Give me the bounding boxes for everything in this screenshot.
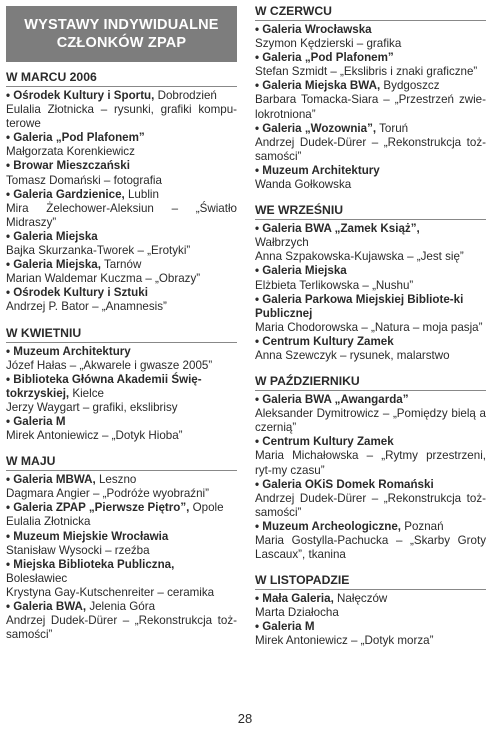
exhibition-description: Józef Hałas – „Akwarele i gwasze 2005”	[6, 358, 213, 372]
venue-line	[6, 286, 237, 300]
exhibition-entry	[255, 164, 486, 192]
bullet-icon: •	[6, 344, 14, 358]
exhibition-entry	[6, 286, 237, 314]
bullet-icon: •	[255, 23, 263, 36]
venue-name: Biblioteka Główna Akademii Świę-tokrzyskiej,	[6, 372, 202, 400]
exhibition-description: Jerzy Waygart – grafiki, ekslibrisy	[6, 400, 178, 414]
exhibition-entry	[255, 51, 486, 79]
bullet-icon: •	[255, 121, 263, 135]
exhibition-entry	[6, 473, 237, 501]
bullet-icon: •	[255, 393, 263, 407]
exhibition-entry	[6, 415, 237, 443]
venue-name: Galeria „Wozownia”,	[262, 121, 377, 135]
exhibition-entry	[255, 222, 486, 264]
venue-line	[6, 530, 237, 544]
exhibition-entry	[255, 335, 486, 363]
venue-name: Galeria Gardzienice,	[13, 187, 125, 201]
exhibition-entry	[255, 520, 486, 562]
bullet-icon: •	[255, 163, 263, 177]
venue-line	[255, 23, 486, 37]
exhibition-description: Eulalia Złotnicka	[6, 515, 91, 529]
exhibition-entry	[255, 478, 486, 520]
month-heading: W PAŹDZIERNIKU	[255, 374, 486, 391]
venue-name: Mała Galeria,	[262, 592, 334, 606]
exhibition-description: Małgorzata Korenkiewicz	[6, 145, 135, 159]
venue-location: Nałęczów	[333, 592, 388, 606]
exhibition-description: Mirek Antoniewicz – „Dotyk morza”	[255, 634, 434, 648]
venue-line	[255, 264, 486, 278]
venue-line	[255, 520, 486, 534]
venue-name: Galeria M	[262, 620, 315, 634]
exhibition-description: Andrzej Dudek-Dürer – „Rekonstrukcja toż-samości”	[255, 135, 486, 163]
exhibition-entry	[6, 600, 237, 642]
venue-line	[255, 478, 486, 492]
venue-line	[255, 79, 486, 93]
exhibition-entry	[255, 620, 486, 648]
venue-line	[255, 51, 486, 65]
exhibition-entry	[255, 435, 486, 477]
exhibition-description: Andrzej Dudek-Dürer – „Rekonstrukcja toż-samości”	[255, 491, 486, 519]
bullet-icon: •	[255, 79, 263, 93]
exhibition-entry	[255, 23, 486, 51]
exhibition-entry	[255, 393, 486, 435]
venue-name: Galeria Wrocławska	[262, 23, 372, 36]
left-column	[6, 4, 237, 642]
exhibition-description: Marian Waldemar Kuczma – „Obrazy”	[6, 272, 201, 286]
venue-line	[6, 258, 237, 272]
venue-line	[6, 131, 237, 145]
venue-name: Galeria Miejska,	[13, 258, 101, 272]
venue-line	[6, 188, 237, 202]
venue-line	[255, 592, 486, 606]
bullet-icon: •	[255, 620, 263, 634]
venue-line	[6, 230, 237, 244]
venue-line	[255, 293, 486, 321]
venue-location: Jelenia Góra	[86, 600, 156, 613]
bullet-icon: •	[255, 477, 263, 491]
venue-name: Muzeum Architektury	[262, 163, 380, 177]
venue-line	[6, 558, 237, 572]
bullet-icon: •	[6, 501, 14, 515]
exhibition-entry	[6, 159, 237, 187]
bullet-icon: •	[6, 557, 14, 571]
exhibition-description: Maria Gostylla-Pachucka – „Skarby Groty Lascaux”, tkanina	[255, 534, 486, 562]
exhibition-description: Stefan Szmidt – „Ekslibris i znaki graficzne”	[255, 65, 478, 79]
venue-name: Centrum Kultury Zamek	[262, 334, 394, 348]
left-sections	[6, 70, 237, 642]
bullet-icon: •	[6, 286, 14, 300]
exhibition-entry	[255, 293, 486, 335]
exhibition-entry	[6, 230, 237, 258]
venue-name: Muzeum Archeologiczne,	[262, 519, 401, 533]
month-heading: W MAJU	[6, 454, 237, 471]
bullet-icon: •	[255, 519, 263, 533]
exhibition-description: Andrzej Dudek-Dürer – „Rekonstrukcja toż-samości”	[6, 614, 237, 642]
venue-name: Miejska Biblioteka Publiczna,	[13, 557, 175, 571]
exhibition-entry	[255, 592, 486, 620]
venue-line	[6, 373, 237, 401]
exhibition-description: Maria Michałowska – „Rytmy przestrzeni, ryt-my czasu”	[255, 449, 486, 477]
bullet-icon: •	[6, 229, 14, 243]
exhibition-description: Tomasz Domański – fotografia	[6, 173, 162, 187]
exhibition-description: Mira Żelechower-Aleksiun – „Światło Midraszy”	[6, 201, 237, 229]
exhibition-description: Wanda Gołkowska	[255, 178, 352, 192]
month-heading: W CZERWCU	[255, 4, 486, 21]
month-heading: WE WRZEŚNIU	[255, 203, 486, 220]
venue-line	[6, 415, 237, 429]
bullet-icon: •	[6, 131, 14, 145]
venue-line	[255, 620, 486, 634]
venue-line	[255, 164, 486, 178]
venue-name: Galeria OKiS Domek Romański	[262, 477, 434, 491]
exhibition-entry	[255, 264, 486, 292]
exhibition-entry	[255, 79, 486, 121]
bullet-icon: •	[255, 222, 263, 236]
exhibition-description: Elżbieta Terlikowska – „Nushu”	[255, 278, 414, 292]
venue-line	[6, 89, 237, 103]
venue-line	[255, 222, 486, 236]
venue-name: Galeria ZPAP „Pierwsze Piętro”,	[13, 501, 190, 515]
exhibition-entry	[6, 345, 237, 373]
venue-line	[255, 122, 486, 136]
bullet-icon: •	[255, 334, 263, 348]
bullet-icon: •	[6, 372, 14, 386]
exhibition-description: Szymon Kędzierski – grafika	[255, 37, 402, 51]
venue-location: Poznań	[401, 519, 444, 533]
bullet-icon: •	[6, 187, 14, 201]
venue-name: Galeria „Pod Plafonem”	[13, 131, 145, 145]
venue-line	[6, 159, 237, 173]
right-column	[255, 4, 486, 649]
exhibition-description: Wałbrzych Anna Szpakowska-Kujawska – „Jest się”	[255, 236, 464, 264]
venue-location: Bydgoszcz	[380, 79, 440, 93]
bullet-icon: •	[6, 414, 14, 428]
venue-name: Muzeum Miejskie Wrocławia	[13, 529, 169, 543]
venue-line	[6, 501, 237, 515]
venue-location: Tarnów	[100, 258, 142, 272]
venue-line	[6, 473, 237, 487]
exhibition-description: Marta Działocha	[255, 606, 339, 620]
exhibition-entry	[6, 373, 237, 415]
bullet-icon: •	[6, 473, 14, 487]
venue-name: Galeria „Pod Plafonem”	[262, 51, 394, 65]
section-title-line-1: WYSTAWY INDYWIDUALNE	[24, 17, 219, 33]
exhibition-entry	[6, 558, 237, 600]
venue-location: Opole	[189, 501, 224, 515]
bullet-icon: •	[255, 292, 263, 306]
venue-name: Galeria Miejska	[262, 264, 347, 278]
bullet-icon: •	[255, 592, 263, 606]
bullet-icon: •	[6, 159, 14, 173]
venue-name: Galeria BWA „Zamek Książ”,	[262, 222, 420, 236]
venue-line	[255, 393, 486, 407]
bullet-icon: •	[6, 529, 14, 543]
month-heading: W LISTOPADZIE	[255, 573, 486, 590]
venue-name: Galeria Parkowa Miejskiej Bibliote-ki Publicznej	[255, 292, 464, 320]
exhibition-entry	[6, 501, 237, 529]
bullet-icon: •	[6, 258, 14, 272]
bullet-icon: •	[6, 600, 14, 613]
exhibition-entry	[6, 188, 237, 230]
venue-name: Galeria M	[13, 414, 66, 428]
venue-line	[255, 335, 486, 349]
section-title-line-2: CZŁONKÓW ZPAP	[56, 35, 187, 51]
venue-name: Galeria BWA „Awangarda”	[262, 393, 409, 407]
page-number: 28	[237, 711, 253, 726]
venue-name: Galeria MBWA,	[13, 473, 96, 487]
venue-name: Galeria Miejska	[13, 229, 98, 243]
venue-name: Ośrodek Kultury i Sportu,	[13, 89, 155, 102]
exhibition-description: Stanisław Wysocki – rzeźba	[6, 543, 150, 557]
venue-name: Galeria Miejska BWA,	[262, 79, 381, 93]
venue-line	[255, 435, 486, 449]
venue-line	[6, 345, 237, 359]
exhibition-description: Barbara Tomacka-Siara – „Przestrzeń zwie-lokrotniona”	[255, 93, 486, 121]
venue-name: Galeria BWA,	[13, 600, 87, 613]
venue-location: Leszno	[95, 473, 137, 487]
exhibition-entry	[255, 122, 486, 164]
exhibition-entry	[6, 131, 237, 159]
exhibition-description: Maria Chodorowska – „Natura – moja pasja”	[255, 320, 483, 334]
exhibition-description: Eulalia Złotnicka – rysunki, grafiki kompu-terowe	[6, 103, 237, 131]
venue-location: Kielce	[69, 386, 104, 400]
exhibition-description: Bolesławiec Krystyna Gay-Kutschenreiter – ceramika	[6, 571, 215, 599]
month-heading: W KWIETNIU	[6, 326, 237, 343]
bullet-icon: •	[255, 435, 263, 449]
exhibition-description: Bajka Skurzanka-Tworek – „Erotyki”	[6, 244, 191, 258]
month-heading: W MARCU 2006	[6, 70, 237, 87]
bullet-icon: •	[255, 264, 263, 278]
venue-name: Centrum Kultury Zamek	[262, 435, 394, 449]
exhibition-entry	[6, 258, 237, 286]
exhibition-description: Mirek Antoniewicz – „Dotyk Hioba”	[6, 429, 183, 443]
venue-location: Dobrodzień	[154, 89, 217, 102]
section-title-box	[6, 6, 237, 62]
exhibition-entry	[6, 89, 237, 131]
bullet-icon: •	[255, 51, 263, 65]
venue-location: Lublin	[124, 187, 159, 201]
bullet-icon: •	[6, 89, 14, 102]
venue-location: Toruń	[376, 121, 409, 135]
venue-name: Muzeum Architektury	[13, 344, 131, 358]
exhibition-description: Aleksander Dymitrowicz – „Pomiędzy bielą a czernią”	[255, 407, 486, 435]
exhibition-description: Andrzej P. Bator – „Anamnesis”	[6, 300, 167, 314]
exhibition-description: Anna Szewczyk – rysunek, malarstwo	[255, 348, 450, 362]
right-sections	[255, 4, 486, 649]
venue-name: Ośrodek Kultury i Sztuki	[13, 286, 148, 300]
exhibition-description: Dagmara Angier – „Podróże wyobraźni”	[6, 487, 209, 501]
venue-name: Browar Mieszczański	[13, 159, 130, 173]
venue-line	[6, 600, 237, 614]
exhibition-entry	[6, 530, 237, 558]
